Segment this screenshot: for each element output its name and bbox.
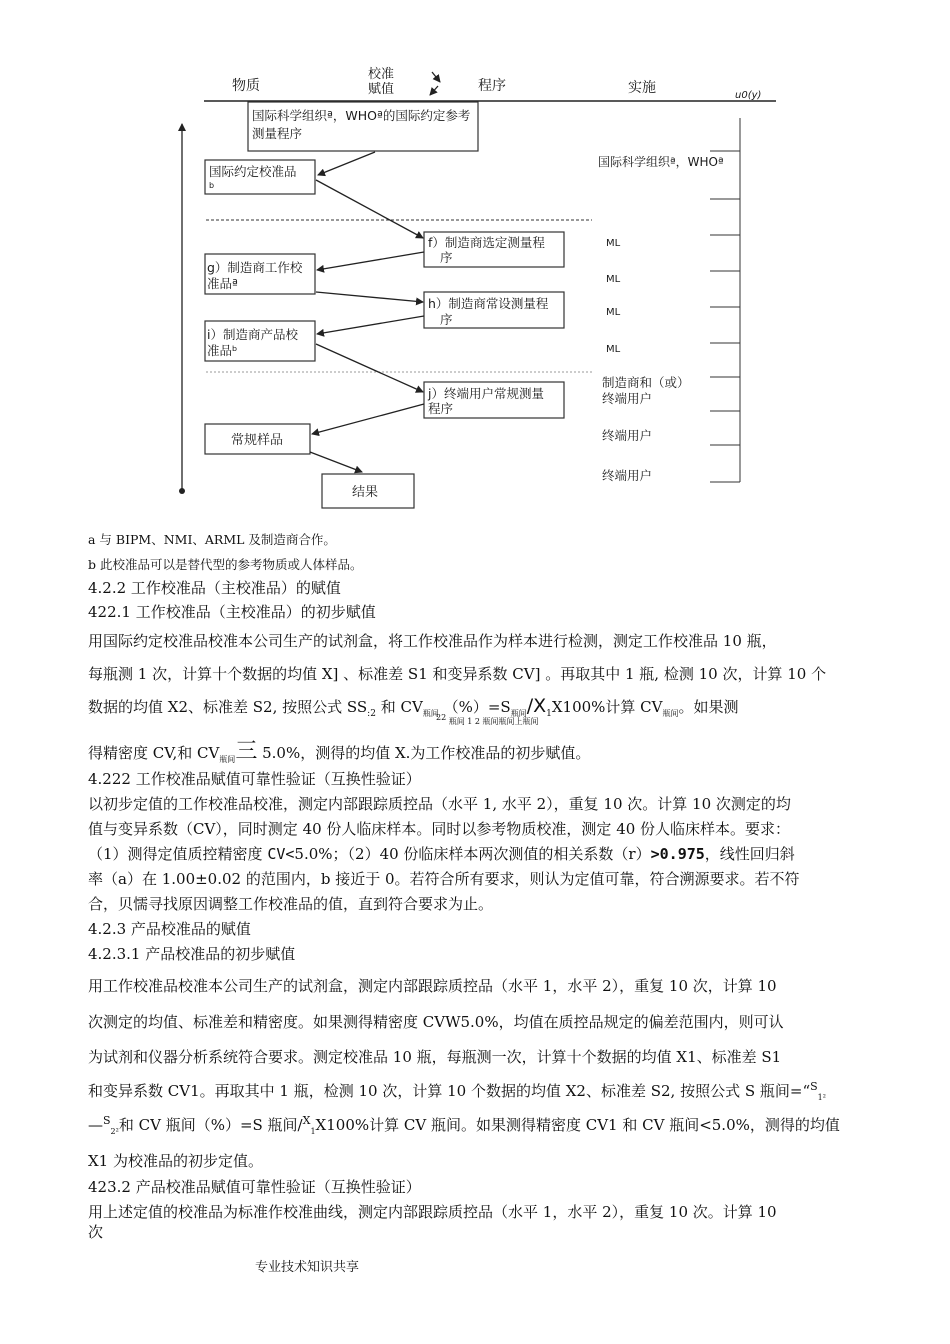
para1-line4: 得精密度 CV,和 $CV_{瓶间}$三 5.0%，测得的均值 X.为工作校准品的初步赋值。 bbox=[88, 739, 591, 764]
para1-line3: 数据的均值 X2、标准差 S2, 按照公式 $SS_{:2}$ 和 $CV_{瓶间}$ $(\%)=S_{瓶间}/X_1X100\%$计算 $CV_{瓶间}$。如果测 bbox=[88, 695, 739, 719]
box-routine-sample bbox=[205, 424, 310, 454]
label-ml-1: ML bbox=[606, 238, 621, 249]
box-intl-calibrator bbox=[205, 160, 315, 194]
header-calibration-2: 赋值 bbox=[368, 82, 395, 97]
label-ml-3: ML bbox=[606, 307, 621, 318]
para1-line2: 每瓶测 1 次，计算十个数据的均值 X] 、标准差 S1 和变异系数 CV] 。再取其中 1 瓶, 检测 10 次，计算 10 个 bbox=[88, 665, 827, 683]
box-g-working-calibrator bbox=[205, 254, 315, 294]
header-procedure: 程序 bbox=[478, 78, 506, 94]
para3-line6: X1 为校准品的初步定值。 bbox=[88, 1152, 263, 1170]
svg-text:序: 序 bbox=[440, 312, 453, 327]
box-j-routine-procedure bbox=[424, 382, 564, 418]
page-footer: 专业技术知识共享 bbox=[255, 1260, 360, 1275]
heading-4-2-2: 4.2.2 工作校准品（主校准品）的赋值 bbox=[88, 579, 341, 597]
header-uncertainty: u0(y) bbox=[735, 90, 762, 101]
heading-4-2-2-2: 4.222 工作校准品赋值可靠性验证（互换性验证） bbox=[88, 770, 421, 788]
traceability-diagram bbox=[150, 62, 810, 522]
label-end-user-2: 终端用户 bbox=[602, 468, 653, 483]
para3-line1: 用工作校准品校准本公司生产的试剂盒，测定内部跟踪质控品（水平 1，水平 2），重复 10 次，计算 10 bbox=[88, 977, 777, 995]
para2-line2: 值与变异系数（CV），同时测定 40 份人临床样本。同时以参考物质校准，测定 40 份人临床样本。要求： bbox=[88, 820, 791, 838]
header-calibration-1: 校准 bbox=[368, 67, 395, 82]
box-reference-procedure bbox=[248, 102, 478, 151]
para3-line2: 次测定的均值、标准差和精密度。如果测得精密度 CVW5.0%，均值在质控品规定的偏差范围内，则可认 bbox=[88, 1013, 784, 1031]
header-arrow-down-icon bbox=[432, 72, 440, 82]
label-ml-4: ML bbox=[606, 344, 621, 355]
svg-text:h）制造商常设测量程: h）制造商常设测量程 bbox=[428, 296, 549, 311]
label-manufacturer-1: 制造商和（或） bbox=[602, 375, 690, 390]
para3-line5: —$^S_{2^2}$和 CV 瓶间（%）=S 瓶间/$^X_1$X100%计算 CV 瓶间。如果测得精密度 CV1 和 CV 瓶间<5.0%，测得的均值 bbox=[88, 1114, 840, 1136]
para4-line1: 用上述定值的校准品为标准作校准曲线，测定内部跟踪质控品（水平 1，水平 2），重复 10 次。计算 10 bbox=[88, 1203, 777, 1221]
svg-text:结果: 结果 bbox=[352, 485, 379, 500]
svg-text:国际约定校准品: 国际约定校准品 bbox=[209, 164, 297, 179]
label-ml-2: ML bbox=[606, 274, 621, 285]
para2-line3: （1）测得定值质控精密度 CV<5.0%；（2）40 份临床样本两次测值的相关系数（r）>0.975，线性回归斜 bbox=[88, 845, 795, 863]
svg-text:国际科学组织ª，WHOª的国际约定参考: 国际科学组织ª，WHOª的国际约定参考 bbox=[252, 108, 471, 123]
svg-text:准品ᵇ: 准品ᵇ bbox=[207, 343, 238, 358]
svg-text:i）制造商产品校: i）制造商产品校 bbox=[207, 327, 298, 342]
label-intl-org: 国际科学组织ª，WHOª bbox=[598, 155, 724, 169]
heading-4-2-3: 4.2.3 产品校准品的赋值 bbox=[88, 920, 251, 938]
flow-arrows bbox=[310, 152, 424, 472]
header-arrow-up-icon bbox=[430, 86, 438, 95]
svg-text:f）制造商选定测量程: f）制造商选定测量程 bbox=[428, 235, 545, 250]
box-result bbox=[322, 474, 414, 508]
box-f-selected-procedure bbox=[424, 232, 564, 267]
para3-line4: 和变异系数 CV1。再取其中 1 瓶，检测 10 次，计算 10 个数据的均值 X2、标准差 S2, 按照公式 S 瓶间=“$^S_{1^2}$ bbox=[88, 1080, 826, 1102]
box-h-standing-procedure bbox=[424, 292, 564, 328]
para4-line2: 次 bbox=[88, 1223, 104, 1241]
hierarchy-arrow-base bbox=[179, 488, 185, 494]
para1-line1: 用国际约定校准品校准本公司生产的试剂盒，将工作校准品作为样本进行检测，测定工作校准品 10 瓶， bbox=[88, 632, 777, 650]
svg-text:序: 序 bbox=[440, 250, 453, 265]
svg-text:程序: 程序 bbox=[428, 401, 454, 416]
footnote-a: a 与 BIPM、NMI、ARML 及制造商合作。 bbox=[88, 532, 336, 547]
para2-line4: 率（a）在 1.00±0.02 的范围内，b 接近于 0。若符合所有要求，则认为定值可靠，符合溯源要求。若不符 bbox=[88, 870, 800, 888]
svg-text:测量程序: 测量程序 bbox=[252, 126, 303, 141]
uncertainty-scale bbox=[710, 118, 740, 482]
para3-line3: 为试剂和仪器分析系统符合要求。测定校准品 10 瓶，每瓶测一次，计算十个数据的均值 X1、标准差 S1 bbox=[88, 1048, 782, 1066]
heading-4-2-2-1: 422.1 工作校准品（主校准品）的初步赋值 bbox=[88, 603, 376, 621]
footnote-b: b 此校准品可以是替代型的参考物质或人体样品。 bbox=[88, 557, 363, 572]
label-end-user-1: 终端用户 bbox=[602, 428, 653, 443]
label-manufacturer-2: 终端用户 bbox=[602, 391, 653, 406]
para1-formula-subscripts: 22 瓶间 1 2 瓶间瓶间上瓶间 bbox=[436, 713, 539, 726]
header-implementation: 实施 bbox=[628, 80, 656, 96]
svg-text:准品ª: 准品ª bbox=[207, 276, 238, 291]
box-i-product-calibrator bbox=[205, 321, 315, 361]
para2-line1: 以初步定值的工作校准品校准，测定内部跟踪质控品（水平 1, 水平 2），重复 10 次。计算 10 次测定的均 bbox=[88, 795, 791, 813]
heading-4-2-3-1: 4.2.3.1 产品校准品的初步赋值 bbox=[88, 945, 296, 963]
svg-text:g）制造商工作校: g）制造商工作校 bbox=[207, 260, 303, 275]
para2-line5: 合，贝懦寻找原因调整工作校准品的值，直到符合要求为止。 bbox=[88, 895, 494, 913]
svg-text:b: b bbox=[209, 181, 215, 190]
header-substance: 物质 bbox=[232, 78, 260, 94]
svg-text:j）终端用户常规测量: j）终端用户常规测量 bbox=[428, 386, 544, 401]
svg-text:常规样品: 常规样品 bbox=[231, 433, 284, 448]
heading-4-2-3-2: 423.2 产品校准品赋值可靠性验证（互换性验证） bbox=[88, 1178, 421, 1196]
